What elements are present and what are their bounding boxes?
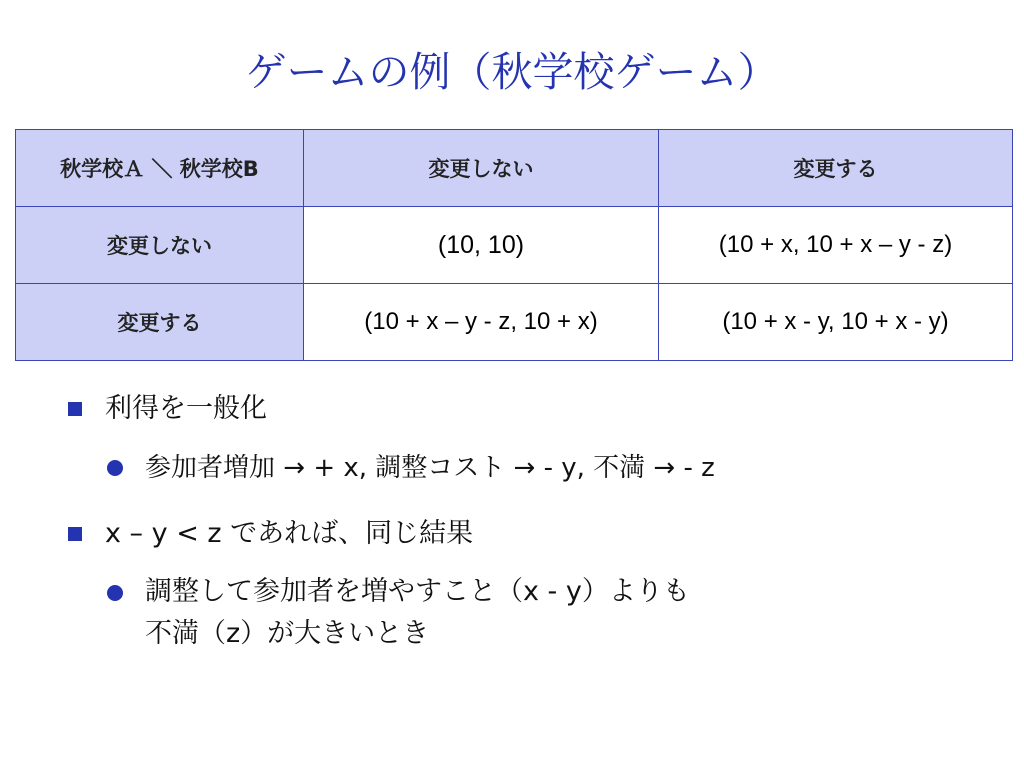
payoff-matrix (15, 129, 1013, 361)
bullet-item: x – y < z であれば、同じ結果 (105, 518, 474, 549)
payoff-cell: (10 + x, 10 + x – y - z) (659, 207, 1013, 284)
circle-bullet-icon (107, 585, 123, 601)
circle-bullet-icon (107, 460, 123, 476)
col-header-no-change: 変更しない (304, 130, 659, 207)
sub-bullet-item: 参加者増加 → + x, 調整コスト → - y, 不満 → - z (145, 453, 715, 483)
payoff-cell: (10 + x – y - z, 10 + x) (304, 284, 659, 361)
payoff-cell: (10, 10) (304, 207, 659, 284)
col-header-change: 変更する (659, 130, 1013, 207)
square-bullet-icon (68, 527, 82, 541)
row-header-change: 変更する (16, 284, 304, 361)
table-row (16, 207, 1013, 284)
table-header-row (16, 130, 1013, 207)
bullet-item: 利得を一般化 (105, 393, 267, 424)
slide-title: ゲームの例（秋学校ゲーム） (245, 48, 779, 96)
table-row (16, 284, 1013, 361)
square-bullet-icon (68, 402, 82, 416)
payoff-cell: (10 + x - y, 10 + x - y) (659, 284, 1013, 361)
sub-bullet-item-continued: 不満（z）が大きいとき (145, 618, 430, 649)
sub-bullet-item: 調整して参加者を増やすこと（x - y）よりも (145, 576, 690, 607)
table-corner-cell: 秋学校Ａ ＼ 秋学校B (16, 130, 304, 207)
row-header-no-change: 変更しない (16, 207, 304, 284)
